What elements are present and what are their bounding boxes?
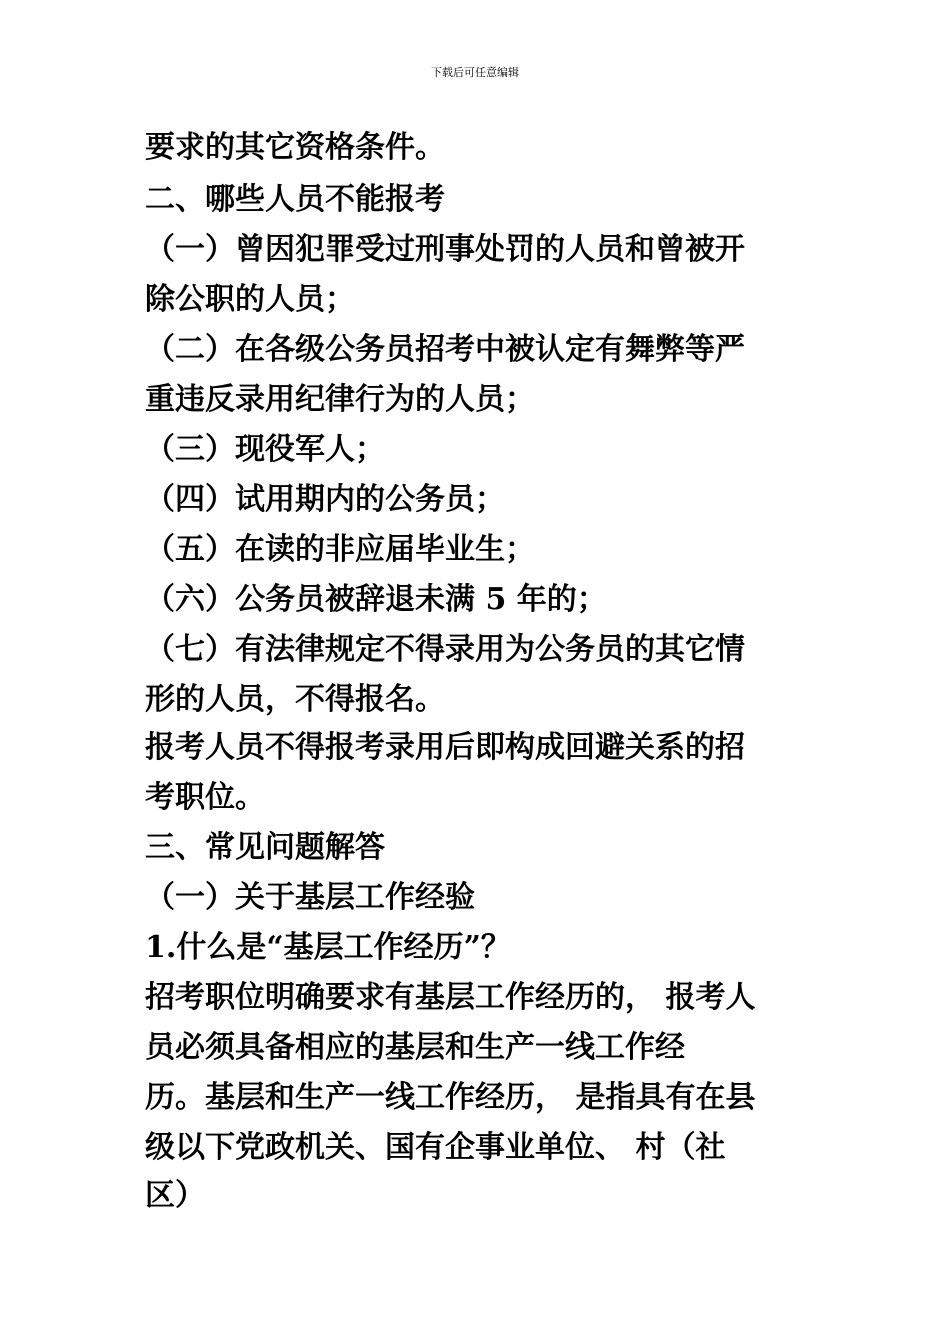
text-line: 考职位。 xyxy=(145,780,265,815)
text-line: （三）现役军人； xyxy=(145,432,385,467)
text-line: 重违反录用纪律行为的人员； xyxy=(145,382,535,417)
text-line: 区） xyxy=(145,1178,205,1213)
text-line: （六）公务员被辞退未满 5 年的； xyxy=(145,582,607,617)
section-heading: 二、哪些人员不能报考 xyxy=(145,182,445,217)
text-line: （二）在各级公务员招考中被认定有舞弊等严 xyxy=(145,332,745,367)
page-header: 下载后可任意编辑 xyxy=(431,66,519,79)
section-heading: 三、常见问题解答 xyxy=(145,830,385,865)
text-line: （七）有法律规定不得录用为公务员的其它情 xyxy=(145,632,745,667)
question-heading: 1.什么是“基层工作经历”？ xyxy=(145,930,511,965)
text-line: 员必须具备相应的基层和生产一线工作经 xyxy=(145,1030,685,1065)
text-line: 除公职的人员； xyxy=(145,282,355,317)
text-line: （五）在读的非应届毕业生； xyxy=(145,532,535,567)
text-line: （一）曾因犯罪受过刑事处罚的人员和曾被开 xyxy=(145,232,745,267)
text-line: 报考人员不得报考录用后即构成回避关系的招 xyxy=(145,730,745,765)
text-line: 形的人员，不得报名。 xyxy=(145,682,445,717)
text-line: 要求的其它资格条件。 xyxy=(145,130,445,165)
text-line: （一）关于基层工作经验 xyxy=(145,880,475,915)
text-line: 级以下党政机关、国有企事业单位、 村（社 xyxy=(145,1130,726,1165)
text-line: 招考职位明确要求有基层工作经历的， 报考人 xyxy=(145,980,756,1015)
text-line: 历。基层和生产一线工作经历， 是指具有在县 xyxy=(145,1080,756,1115)
text-line: （四）试用期内的公务员； xyxy=(145,482,505,517)
